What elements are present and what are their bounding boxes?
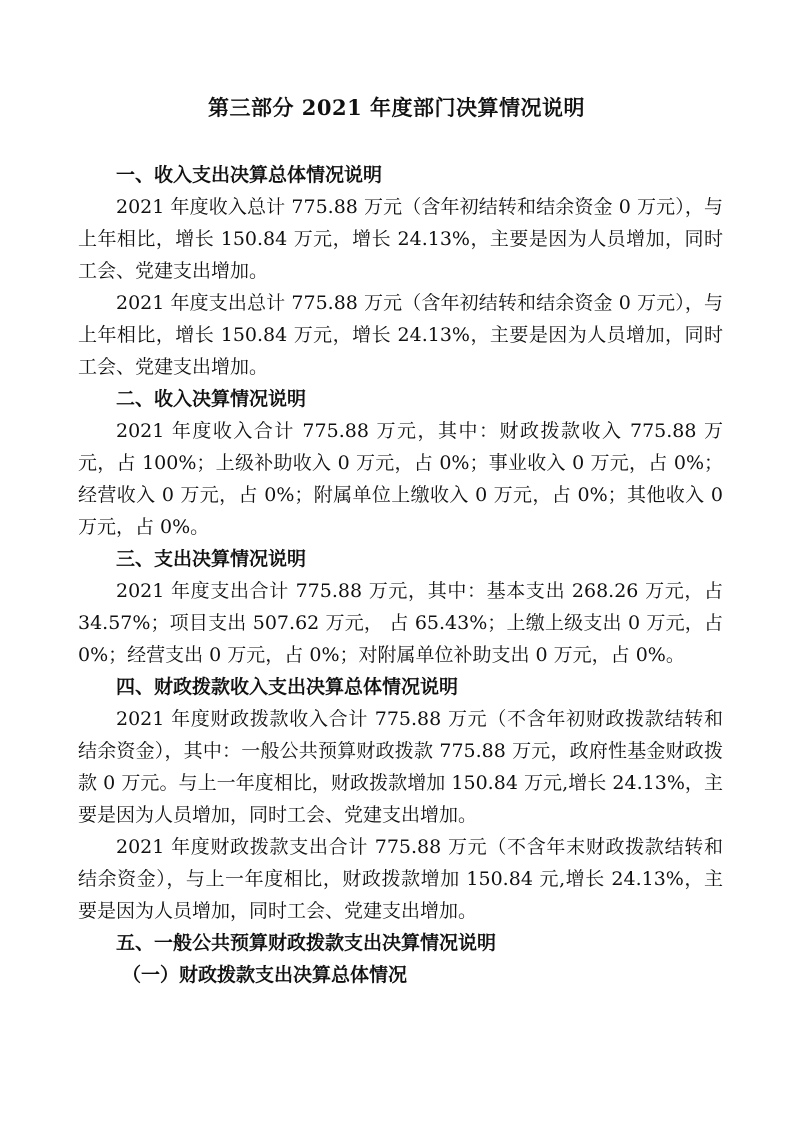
paragraph-income-total: 2021 年度收入总计 775.88 万元（含年初结转和结余资金 0 万元），与上年相比，增长 150.84 万元，增长 24.13%，主要是因为人员增加，同时工会、党建支出增加。 <box>78 196 723 282</box>
section-heading-2: 二、收入决算情况说明 <box>116 388 307 410</box>
paragraph-fiscal-income: 2021 年度财政拨款收入合计 775.88 万元（不含年初财政拨款结转和结余资金），其中：一般公共预算财政拨款 775.88 万元，政府性基金财政拨款 0 万元。与上一年度相比，财政拨款增加 150.84 万元,增长 24.13%，主要是因为人员增加，同时工会、党建支出增加。 <box>78 708 723 826</box>
document-body <box>78 159 723 991</box>
paragraph-income-detail: 2021 年度收入合计 775.88 万元，其中：财政拨款收入 775.88 万元，占 100%；上级补助收入 0 万元，占 0%；事业收入 0 万元，占 0%；经营收入 0 万元，占 0%；附属单位上缴收入 0 万元，占 0%；其他收入 0 万元，占 0%。 <box>78 420 723 538</box>
section-heading-4: 四、财政拨款收入支出决算总体情况说明 <box>116 676 459 698</box>
subsection-heading: （一）财政拨款支出决算总体情况 <box>122 964 408 986</box>
paragraph-expense-detail: 2021 年度支出合计 775.88 万元，其中：基本支出 268.26 万元，占 34.57%；项目支出 507.62 万元， 占 65.43%；上缴上级支出 0 万元，占 0%；经营支出 0 万元，占 0%；对附属单位补助支出 0 万元，占 0%。 <box>78 580 723 666</box>
section-heading-5: 五、一般公共预算财政拨款支出决算情况说明 <box>116 932 497 954</box>
paragraph-expense-total: 2021 年度支出总计 775.88 万元（含年初结转和结余资金 0 万元），与上年相比，增长 150.84 万元，增长 24.13%，主要是因为人员增加，同时工会、党建支出增加。 <box>78 292 723 378</box>
page-title: 第三部分 2021 年度部门决算情况说明 <box>207 95 586 120</box>
paragraph-fiscal-expense: 2021 年度财政拨款支出合计 775.88 万元（不含年末财政拨款结转和结余资金），与上一年度相比，财政拨款增加 150.84 元,增长 24.13%，主要是因为人员增加，同时工会、党建支出增加。 <box>78 836 723 922</box>
section-heading-3: 三、支出决算情况说明 <box>116 548 307 570</box>
section-heading-1: 一、收入支出决算总体情况说明 <box>116 164 383 186</box>
